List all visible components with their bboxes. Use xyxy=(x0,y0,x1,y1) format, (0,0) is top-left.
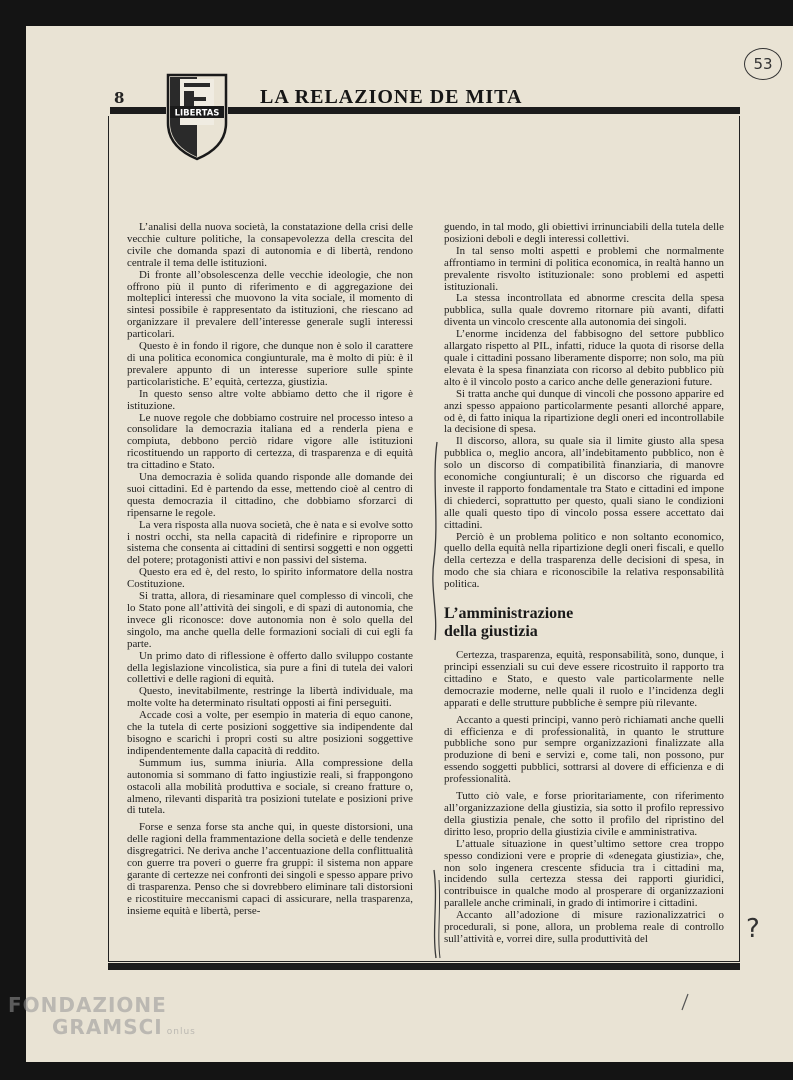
emblem-label: LIBERTAS xyxy=(174,108,220,119)
paragraph: La vera risposta alla nuova società, che è nata e si evolve sotto i nostri occhi, sta nella capacità di ridefinire e riproporre un sistema che consenta ai cittadini di sentirsi soggetti e non oggetti del potere; protagonisti attivi e non passivi del sistema. xyxy=(127,518,413,567)
paragraph: Summum ius, summa iniuria. Alla compressione della autonomia si sommano di fatto ingiustizie reali, si frappongono ostacoli alla mobilità produttiva e sociale, si creano fratture o, almeno, rilevanti disparità tra posizioni tutelate e posizioni prive di tutela. xyxy=(127,756,413,817)
paragraph: L’enorme incidenza del fabbisogno del settore pubblico allargato rispetto al PIL, infatti, riduce la quota di risorse della quale i cittadini possano liberamente disporre; non solo, ma più elevata è la spesa finanziata con ricorso al debito pubblico più alto è il vincolo posto a carico anche delle generazioni future. xyxy=(444,328,724,388)
watermark-suffix: onlus xyxy=(166,1027,196,1037)
paragraph: Il discorso, allora, su quale sia il limite giusto alla spesa pubblica o, meglio ancora, all’indebitamento pubblico, non è solo un discorso di compatibilità finanziaria, di manovre economiche congiunturali; è un discorso che riguarda ed investe il rapporto fondamentale tra Stato e cittadini ed impone di chiederci, soprattutto per questo, quali siano le condizioni alle quali questo tipo di vincolo possa essere accettato dai cittadini. xyxy=(444,435,724,531)
paragraph: Si tratta anche qui dunque di vincoli che possono apparire ed anzi spesso appaiono particolarmente pesanti allorché appare, od è, di fatto iniqua la ripartizione degli oneri ed incontrollabile la decisione di spesa. xyxy=(444,387,724,436)
footer-rule xyxy=(108,963,740,970)
paragraph: L’analisi della nuova società, la constatazione della crisi delle vecchie culture politiche, la consapevolezza della crescita del civile che domanda spazi di autonomia e di libertà, rendono centrale il tema delle istituzioni. xyxy=(127,221,413,269)
section-heading xyxy=(444,605,724,641)
watermark-line: GRAMSCI xyxy=(52,1015,163,1039)
paragraph: In questo senso altre volte abbiamo detto che il rigore è istituzione. xyxy=(127,387,413,412)
margin-pen-marks xyxy=(428,440,442,960)
paragraph: Una democrazia è solida quando risponde alle domande dei suoi cittadini. Ed è partendo da esse, mettendo cioè al centro di questa democrazia il cittadino, che dobbiamo sforzarci di ripensarne le regole. xyxy=(127,471,413,519)
paragraph: Accade così a volte, per esempio in materia di equo canone, che la tutela di certe posizioni soggettive sia indipendente dal bisogno e scarichi i propri costi su altre posizioni soggettive indipendentemente dalla capacità di reddito. xyxy=(127,709,413,757)
paragraph: guendo, in tal modo, gli obiettivi irrinunciabili della tutela delle posizioni deboli e degli interessi collettivi. xyxy=(444,221,724,245)
handwritten-page-note: 53 xyxy=(744,48,782,80)
paragraph: Questo era ed è, del resto, lo spirito informatore della nostra Costituzione. xyxy=(127,566,413,591)
paragraph: In tal senso molti aspetti e problemi che normalmente affrontiamo in termini di politica economica, in realtà hanno un prevalente risvolto istituzionale: sono problemi ed aspetti istituzionali. xyxy=(444,244,724,293)
paragraph: Un primo dato di riflessione è offerto dallo sviluppo costante della legislazione vincolistica, sia pure a fini di tutela dei valori collettivi e delle ragioni di equità. xyxy=(127,649,413,686)
paragraph: L’attuale situazione in quest’ultimo settore crea troppo spesso condizioni vere e proprie di «denegata giustizia», che, non solo ingenera crescente sfiducia tra i cittadini ma, incidendo sulla certezza stessa dei rapporti giuridici, contribuisce in qualche modo al prosperare di organizzazioni parallele anche criminali, in grado di intimorire i cittadini. xyxy=(444,837,724,910)
pen-tick-mark xyxy=(680,993,690,1011)
paragraph: La stessa incontrollata ed abnorme crescita della spesa pubblica, sulla quale dovremo ritornare più avanti, difatti diventa un vincolo crescente alla autonomia dei singoli. xyxy=(444,292,724,329)
archive-watermark xyxy=(8,994,196,1043)
paragraph: Si tratta, allora, di riesaminare quel complesso di vincoli, che lo Stato pone all’attività dei singoli, e di spazi di autonomia, che invece gli riconosce: dove autonomia non è solo quella del singolo, ma anche quella delle formazioni sociali di cui egli fa parte. xyxy=(127,590,413,650)
paragraph: Forse e senza forse sta anche qui, in queste distorsioni, una delle ragioni della frammentazione della società e delle tendenze disgregatrici. Ne deriva anche l’accentuazione della conflittualità con guerre tra poveri o guerre fra gruppi: il sistema non appare garante di certezze nei confronti dei singoli e spesso appare privo di trasparenza. Penso che si dovrebbero eliminare tali distorsioni e ricostituire meccanismi capaci di assicurare, nella trasparenza, insieme equità e libertà, perse- xyxy=(127,821,413,917)
paragraph: Le nuove regole che dobbiamo costruire nel processo inteso a consolidare la democrazia italiana ed a renderla piena e compiuta, debbono perciò ridare vigore alle istituzioni ricostituendo un rapporto di certezza, di trasparenza e di equità tra cittadino e Stato. xyxy=(127,411,413,472)
page-number: 8 xyxy=(114,89,125,107)
right-column xyxy=(444,222,724,946)
header-rule-left xyxy=(110,107,166,114)
paragraph: Di fronte all’obsolescenza delle vecchie ideologie, che non offrono più il punto di riferimento e di aggregazione dei molteplici interessi che muovono la vita sociale, il momento di sintesi possibile è rappresentato da istituzioni, che riescano ad organizzare il prevalere dell’interesse generale sugli interessi particolari. xyxy=(127,268,413,341)
section-heading-line: della giustizia xyxy=(444,623,538,641)
watermark-line: FONDAZIONE xyxy=(8,993,167,1017)
section-heading-line: L’amministrazione xyxy=(444,605,574,623)
paragraph: Accanto a questi principi, vanno però richiamati anche quelli di efficienza e di professionalità, in quanto le strutture pubbliche sono pur sempre organizzazioni finalizzate alla produzione di beni e servizi e, come tali, non possono, pur essendo soggetti pubblici, sottrarsi al dovere di efficienza e di professionalità. xyxy=(444,713,724,786)
paragraph: Certezza, trasparenza, equità, responsabilità, sono, dunque, i principi essenziali su cui deve essere ricostruito il rapporto tra cittadino e Stato, e questo vale particolarmente nelle democrazie moderne, nelle quali il ruolo e l’incidenza degli apparati e delle strutture pubbliche è sempre più rilevante. xyxy=(444,649,724,709)
article-title: LA RELAZIONE DE MITA xyxy=(260,86,523,108)
left-column xyxy=(127,222,413,918)
paragraph: Perciò è un problema politico e non soltanto economico, quello della equità nella ripartizione degli oneri fiscali, e quello della certezza e della trasparenza delle decisioni di spesa, in modo che sia chiara e riconoscibile la relativa responsabilità politica. xyxy=(444,530,724,591)
handwritten-question-mark: ? xyxy=(746,914,760,944)
paragraph: Questo è in fondo il rigore, che dunque non è solo il carattere di una politica economica congiunturale, ma è molto di più: è il prevalere appunto di un interesse superiore sulle spinte particolaristiche. E’ equità, certezza, giustizia. xyxy=(127,340,413,388)
paragraph: Accanto all’adozione di misure razionalizzatrici o procedurali, si pone, allora, un problema reale di controllo sull’attività e, vorrei dire, sulla produttività del xyxy=(444,909,724,945)
paragraph: Questo, inevitabilmente, restringe la libertà individuale, ma molte volte ha determinato risultati opposti ai fini perseguiti. xyxy=(127,685,413,710)
paragraph: Tutto ciò vale, e forse prioritariamente, con riferimento all’organizzazione della giustizia, sia sotto il profilo repressivo della giustizia penale, che sotto il profilo del ripristino del diritto leso, proprio della giustizia civile e amministrativa. xyxy=(444,790,724,838)
